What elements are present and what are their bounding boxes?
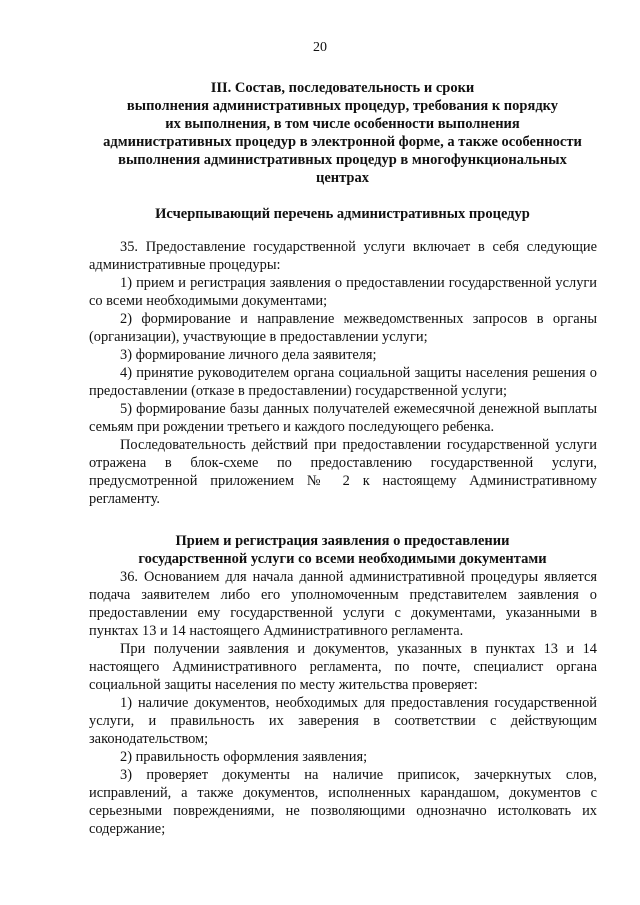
subheading-procedures-list xyxy=(85,205,600,223)
section-heading-line: III. Состав, последовательность и сроки xyxy=(210,80,475,96)
section-heading-line: их выполнения, в том числе особенности выполнения xyxy=(165,116,520,132)
paragraph: Последовательность действий при предоставлении государственной услуги отражена в блок-схеме по предоставлению государственной услуги, предусмотренной приложением № 2 к настоящему Административному регламенту. xyxy=(89,437,597,507)
section-heading-line: выполнения административных процедур, требования к порядку xyxy=(126,98,559,114)
paragraph: 2) формирование и направление межведомственных запросов в органы (организации), участвующие в предоставлении услуги; xyxy=(89,311,597,345)
subheading-line: государственной услуги со всеми необходимыми документами xyxy=(138,551,547,567)
paragraph: 3) проверяет документы на наличие приписок, зачеркнутых слов, исправлений, а также документов, исполненных карандашом, документов с серьезными повреждениями, не позволяющими однозначно истолковать их содержание; xyxy=(89,767,597,837)
paragraph: 1) наличие документов, необходимых для предоставления государственной услуги, и правильность их заверения в соответствии с действующим законодательством; xyxy=(89,695,597,747)
section-heading-line: центрах xyxy=(315,170,369,186)
subheading-reception xyxy=(85,532,600,568)
section-heading-line: административных процедур в электронной форме, а также особенности xyxy=(103,134,582,150)
paragraph: 36. Основанием для начала данной административной процедуры является подача заявителем либо его уполномоченным представителем заявления о предоставлении ему государственной услуги с документами, указанными в пунктах 13 и 14 настоящего Административного регламента. xyxy=(89,569,597,639)
section-heading xyxy=(85,79,600,187)
page-number: 20 xyxy=(313,40,327,55)
procedures-block xyxy=(89,238,597,508)
paragraph: 1) прием и регистрация заявления о предоставлении государственной услуги со всеми необходимыми документами; xyxy=(89,275,597,309)
paragraph: 4) принятие руководителем органа социальной защиты населения решения о предоставлении (отказе в предоставлении) государственной услуги; xyxy=(89,365,597,399)
paragraph: При получении заявления и документов, указанных в пунктах 13 и 14 настоящего Административного регламента, по почте, специалист органа социальной защиты населения по месту жительства проверяет: xyxy=(89,641,597,693)
paragraph: 3) формирование личного дела заявителя; xyxy=(120,347,377,363)
paragraph: 5) формирование базы данных получателей ежемесячной денежной выплаты семьям при рождении третьего и каждого последующего ребенка. xyxy=(89,401,597,435)
subheading-text: Исчерпывающий перечень административных процедур xyxy=(155,206,530,222)
paragraph: 2) правильность оформления заявления; xyxy=(120,749,368,765)
section-heading-line: выполнения административных процедур в многофункциональных xyxy=(118,152,567,168)
paragraph: 35. Предоставление государственной услуги включает в себя следующие административные процедуры: xyxy=(89,239,597,273)
reception-block xyxy=(89,568,597,838)
subheading-line: Прием и регистрация заявления о предоставлении xyxy=(175,533,510,549)
